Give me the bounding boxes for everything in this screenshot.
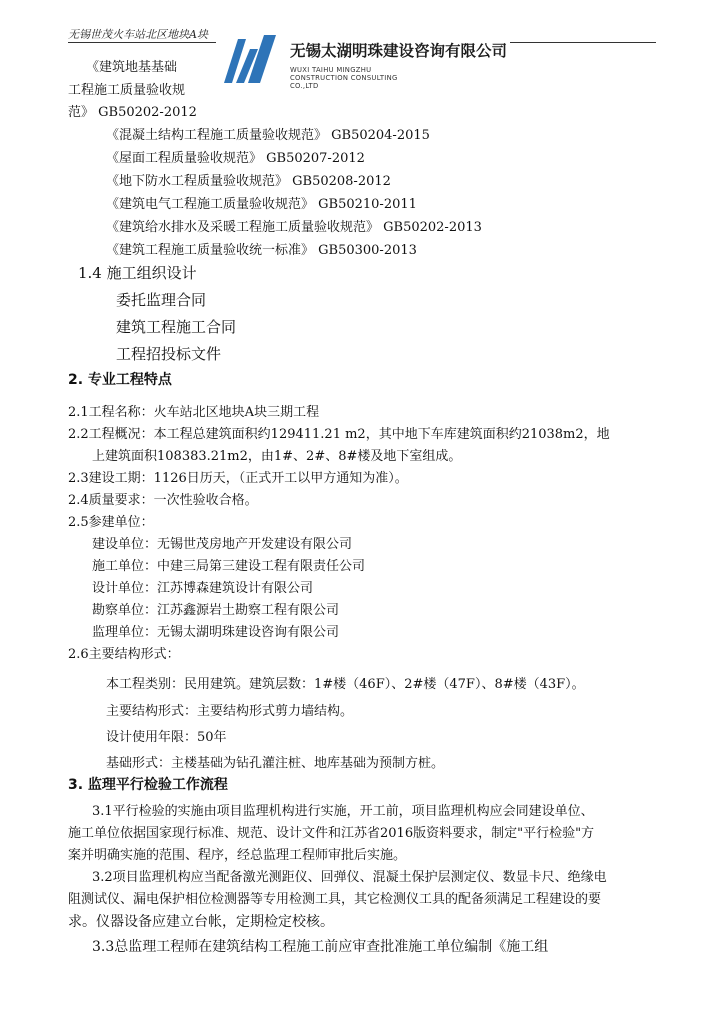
standard-1-line1: 《建筑地基基础 xyxy=(86,60,178,75)
section-3-heading: 3. 监理平行检验工作流程 xyxy=(68,777,228,793)
para-2-1: 2.1工程名称：火车站北区地块A块三期工程 xyxy=(68,405,320,420)
struct-line-4: 基础形式：主楼基础为钻孔灌注桩、地库基础为预制方桩。 xyxy=(106,756,445,771)
company-logo xyxy=(216,29,510,89)
struct-line-2: 主要结构形式：主要结构形式剪力墙结构。 xyxy=(106,704,354,719)
para-3-1-line1: 3.1平行检验的实施由项目监理机构进行实施，开工前，项目监理机构应会同建设单位、 xyxy=(92,804,594,819)
logo-en-line1: WUXI TAIHU MINGZHU xyxy=(290,66,372,74)
para-2-3: 2.3建设工期：1126日历天，（正式开工以甲方通知为准）。 xyxy=(68,471,408,486)
standard-7: 《建筑工程施工质量验收统一标准》 GB50300-2013 xyxy=(106,243,417,258)
para-2-4: 2.4质量要求：一次性验收合格。 xyxy=(68,493,258,508)
para-2-5: 2.5参建单位： xyxy=(68,515,154,530)
para-3-2-line2: 阻测试仪、漏电保护相位检测器等专用检测工具，其它检测仪工具的配备须满足工程建设的要 xyxy=(68,892,602,907)
section-1-4-item-1: 委托监理合同 xyxy=(116,291,207,309)
unit-designer: 设计单位：江苏博森建筑设计有限公司 xyxy=(92,581,314,596)
para-3-2-line1: 3.2项目监理机构应当配备激光测距仪、回弹仪、混凝土保护层测定仪、数显卡尺、绝缘电 xyxy=(92,870,607,885)
running-header-title: 无锡世茂火车站北区地块A块 xyxy=(68,28,208,41)
section-1-4-item-3: 工程招投标文件 xyxy=(116,345,222,363)
para-3-3-line1: 3.3总监理工程师在建筑结构工程施工前应审查批准施工单位编制《施工组 xyxy=(92,939,549,955)
unit-supervisor: 监理单位：无锡太湖明珠建设咨询有限公司 xyxy=(92,625,340,640)
struct-line-1: 本工程类别：民用建筑。建筑层数：1#楼（46F）、2#楼（47F）、8#楼（43F）。 xyxy=(106,677,585,692)
logo-company-name-en xyxy=(290,66,410,90)
standard-4: 《地下防水工程质量验收规范》 GB50208-2012 xyxy=(106,174,391,189)
standard-5: 《建筑电气工程施工质量验收规范》 GB50210-2011 xyxy=(106,197,417,212)
header-rule-left xyxy=(68,42,218,43)
section-2-heading: 2. 专业工程特点 xyxy=(68,372,172,388)
para-2-2-line2: 上建筑面积108383.21m2，由1#、2#、8#楼及地下室组成。 xyxy=(92,449,462,464)
para-2-2-line1: 2.2工程概况：本工程总建筑面积约129411.21 m2，其中地下车库建筑面积约21038m2，地 xyxy=(68,427,610,442)
standard-2: 《混凝土结构工程施工质量验收规范》 GB50204-2015 xyxy=(106,128,430,143)
logo-company-name-cn: 无锡太湖明珠建设咨询有限公司 xyxy=(290,42,508,60)
standard-3: 《屋面工程质量验收规范》 GB50207-2012 xyxy=(106,151,365,166)
section-1-4-item-2: 建筑工程施工合同 xyxy=(116,318,237,336)
para-3-2-line3: 求。仪器设备应建立台帐，定期检定校核。 xyxy=(68,914,334,930)
unit-surveyor: 勘察单位：江苏鑫源岩土勘察工程有限公司 xyxy=(92,603,340,618)
unit-contractor: 施工单位：中建三局第三建设工程有限责任公司 xyxy=(92,559,366,574)
standard-1-line2: 工程施工质量验收规 xyxy=(68,83,186,98)
logo-en-line2: CONSTRUCTION CONSULTING CO.,LTD xyxy=(290,74,398,90)
standard-6: 《建筑给水排水及采暖工程施工质量验收规范》 GB50202-2013 xyxy=(106,220,482,235)
para-3-1-line2: 施工单位依据国家现行标准、规范、设计文件和江苏省2016版资料要求，制定"平行检验"方 xyxy=(68,826,595,841)
unit-construction-owner: 建设单位：无锡世茂房地产开发建设有限公司 xyxy=(92,537,353,552)
logo-mark-icon xyxy=(220,31,280,87)
header-rule-right xyxy=(510,42,656,43)
para-3-1-line3: 案并明确实施的范围、程序，经总监理工程师审批后实施。 xyxy=(68,848,407,863)
struct-line-3: 设计使用年限：50年 xyxy=(106,730,227,745)
standard-1-line3: 范》 GB50202-2012 xyxy=(68,105,197,120)
para-2-6: 2.6主要结构形式： xyxy=(68,647,180,662)
section-1-4-heading: 1.4 施工组织设计 xyxy=(78,264,197,282)
